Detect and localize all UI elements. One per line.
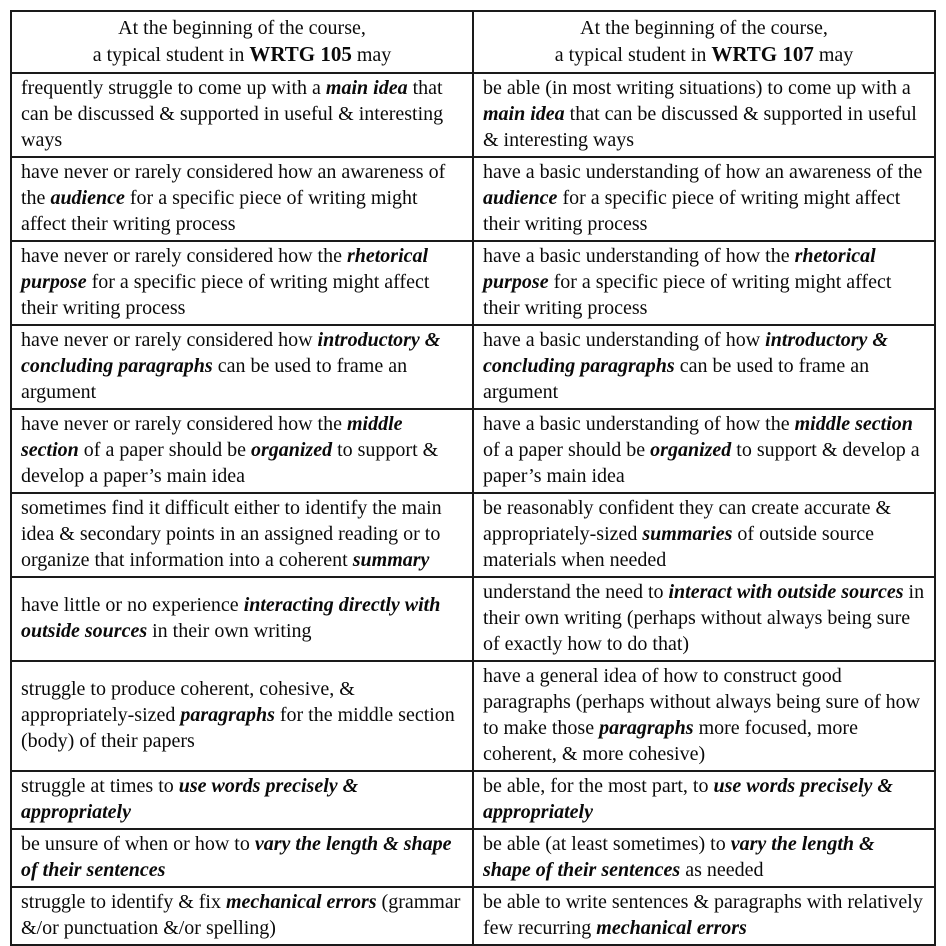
comparison-table: [10, 10, 936, 946]
body-text: sometimes find it difficult either to identify the main idea & secondary points in an assigned reading or to organize that information into a coherent: [21, 497, 442, 571]
emphasis-text: main idea: [325, 77, 408, 99]
body-text: can be used to frame an argument: [21, 355, 408, 403]
body-text: a typical student in: [92, 44, 250, 66]
body-text: to support & develop a paper’s main idea: [483, 439, 920, 487]
body-text: have a general idea of how to construct good paragraphs (perhaps without always being sure of how to make those: [483, 665, 921, 739]
emphasis-text: interact with outside sources: [668, 581, 904, 603]
table-body: [11, 73, 935, 945]
body-text: have never or rarely considered how: [21, 329, 318, 351]
body-text: a typical student in: [554, 44, 712, 66]
body-text: understand the need to: [483, 581, 669, 603]
emphasis-text: WRTG 107: [711, 42, 814, 66]
header-line2-wrtg105: [21, 41, 463, 68]
body-text: of a paper should be: [483, 439, 651, 461]
header-row: [11, 11, 935, 73]
body-text: have never or rarely considered how the: [21, 413, 347, 435]
emphasis-text: organized: [250, 439, 333, 461]
body-text: for a specific piece of writing might affect their writing process: [483, 271, 892, 319]
table-row-8: [11, 661, 935, 771]
cell-wrtg107-row-8: [473, 661, 935, 771]
body-text: be able (in most writing situations) to come up with a: [483, 77, 911, 99]
body-text: for a specific piece of writing might affect their writing process: [21, 187, 418, 235]
cell-wrtg107-row-3: [473, 241, 935, 325]
emphasis-text: rhetorical purpose: [21, 245, 429, 293]
emphasis-text: vary the length & shape of their sentences: [483, 833, 875, 881]
cell-wrtg107-row-2: [473, 157, 935, 241]
emphasis-text: summaries: [642, 523, 733, 545]
cell-wrtg105-row-1: [11, 73, 473, 157]
cell-wrtg105-row-2: [11, 157, 473, 241]
header-cell-wrtg105: [11, 11, 473, 73]
table-row-3: [11, 241, 935, 325]
body-text: frequently struggle to come up with a: [21, 77, 326, 99]
cell-wrtg105-row-3: [11, 241, 473, 325]
emphasis-text: use words precisely & appropriately: [21, 775, 359, 823]
emphasis-text: interacting directly with outside sources: [21, 594, 441, 642]
table-row-5: [11, 409, 935, 493]
body-text: be reasonably confident they can create accurate & appropriately-sized: [483, 497, 892, 545]
body-text: have a basic understanding of how the: [483, 245, 795, 267]
body-text: may: [351, 44, 392, 66]
body-text: have a basic understanding of how the: [483, 413, 795, 435]
body-text: of a paper should be: [78, 439, 251, 461]
table-header: [11, 11, 935, 73]
emphasis-text: main idea: [483, 103, 565, 125]
table-row-2: [11, 157, 935, 241]
emphasis-text: rhetorical purpose: [483, 245, 876, 293]
body-text: for the middle section (body) of their papers: [21, 704, 455, 752]
emphasis-text: organized: [650, 439, 732, 461]
body-text: have little or no experience: [21, 594, 244, 616]
body-text: to support & develop a paper’s main idea: [21, 439, 439, 487]
emphasis-text: audience: [50, 187, 125, 209]
header-cell-wrtg107: [473, 11, 935, 73]
body-text: can be used to frame an argument: [483, 355, 870, 403]
emphasis-text: audience: [483, 187, 558, 209]
cell-wrtg105-row-8: [11, 661, 473, 771]
cell-wrtg105-row-10: [11, 829, 473, 887]
table-row-6: [11, 493, 935, 577]
body-text: be unsure of when or how to: [21, 833, 255, 855]
cell-wrtg105-row-9: [11, 771, 473, 829]
cell-wrtg107-row-1: [473, 73, 935, 157]
body-text: more focused, more coherent, & more cohesive): [483, 717, 858, 765]
table-row-1: [11, 73, 935, 157]
body-text: for a specific piece of writing might affect their writing process: [483, 187, 901, 235]
body-text: have a basic understanding of how: [483, 329, 766, 351]
emphasis-text: middle section: [21, 413, 403, 461]
body-text: struggle to identify & fix: [21, 891, 226, 913]
body-text: as needed: [680, 859, 764, 881]
cell-wrtg105-row-7: [11, 577, 473, 661]
cell-wrtg107-row-6: [473, 493, 935, 577]
emphasis-text: mechanical errors: [225, 891, 377, 913]
cell-wrtg107-row-11: [473, 887, 935, 945]
table-row-4: [11, 325, 935, 409]
body-text: struggle to produce coherent, cohesive, & appropriately-sized: [21, 678, 355, 726]
header-line1-wrtg105: At the beginning of the course,: [118, 17, 366, 39]
cell-wrtg105-row-6: [11, 493, 473, 577]
body-text: be able (at least sometimes) to: [483, 833, 731, 855]
cell-wrtg105-row-4: [11, 325, 473, 409]
emphasis-text: paragraphs: [599, 717, 694, 739]
emphasis-text: mechanical errors: [596, 917, 747, 939]
body-text: in their own writing (perhaps without always being sure of exactly how to do that): [483, 581, 925, 655]
header-line1-wrtg107: At the beginning of the course,: [580, 17, 828, 39]
emphasis-text: middle section: [794, 413, 913, 435]
body-text: be able, for the most part, to: [483, 775, 714, 797]
body-text: struggle at times to: [21, 775, 179, 797]
body-text: (grammar &/or punctuation &/or spelling): [21, 891, 461, 939]
cell-wrtg107-row-9: [473, 771, 935, 829]
body-text: have a basic understanding of how an awareness of the: [483, 161, 923, 183]
body-text: of outside source materials when needed: [483, 523, 875, 571]
emphasis-text: paragraphs: [180, 704, 275, 726]
cell-wrtg107-row-10: [473, 829, 935, 887]
body-text: that can be discussed & supported in useful & interesting ways: [483, 103, 917, 151]
emphasis-text: summary: [352, 549, 430, 571]
body-text: have never or rarely considered how the: [21, 245, 347, 267]
table-row-11: [11, 887, 935, 945]
cell-wrtg107-row-4: [473, 325, 935, 409]
body-text: that can be discussed & supported in useful & interesting ways: [21, 77, 444, 151]
emphasis-text: vary the length & shape of their sentences: [21, 833, 452, 881]
table-row-7: [11, 577, 935, 661]
emphasis-text: use words precisely & appropriately: [483, 775, 893, 823]
emphasis-text: introductory & concluding paragraphs: [21, 329, 441, 377]
body-text: in their own writing: [147, 620, 312, 642]
table-row-10: [11, 829, 935, 887]
cell-wrtg105-row-11: [11, 887, 473, 945]
cell-wrtg107-row-5: [473, 409, 935, 493]
table-row-9: [11, 771, 935, 829]
body-text: be able to write sentences & paragraphs with relatively few recurring: [483, 891, 923, 939]
header-line2-wrtg107: [483, 41, 925, 68]
cell-wrtg105-row-5: [11, 409, 473, 493]
body-text: have never or rarely considered how an awareness of the: [21, 161, 446, 209]
emphasis-text: introductory & concluding paragraphs: [483, 329, 888, 377]
emphasis-text: WRTG 105: [249, 42, 352, 66]
body-text: for a specific piece of writing might affect their writing process: [21, 271, 430, 319]
body-text: may: [813, 44, 854, 66]
cell-wrtg107-row-7: [473, 577, 935, 661]
